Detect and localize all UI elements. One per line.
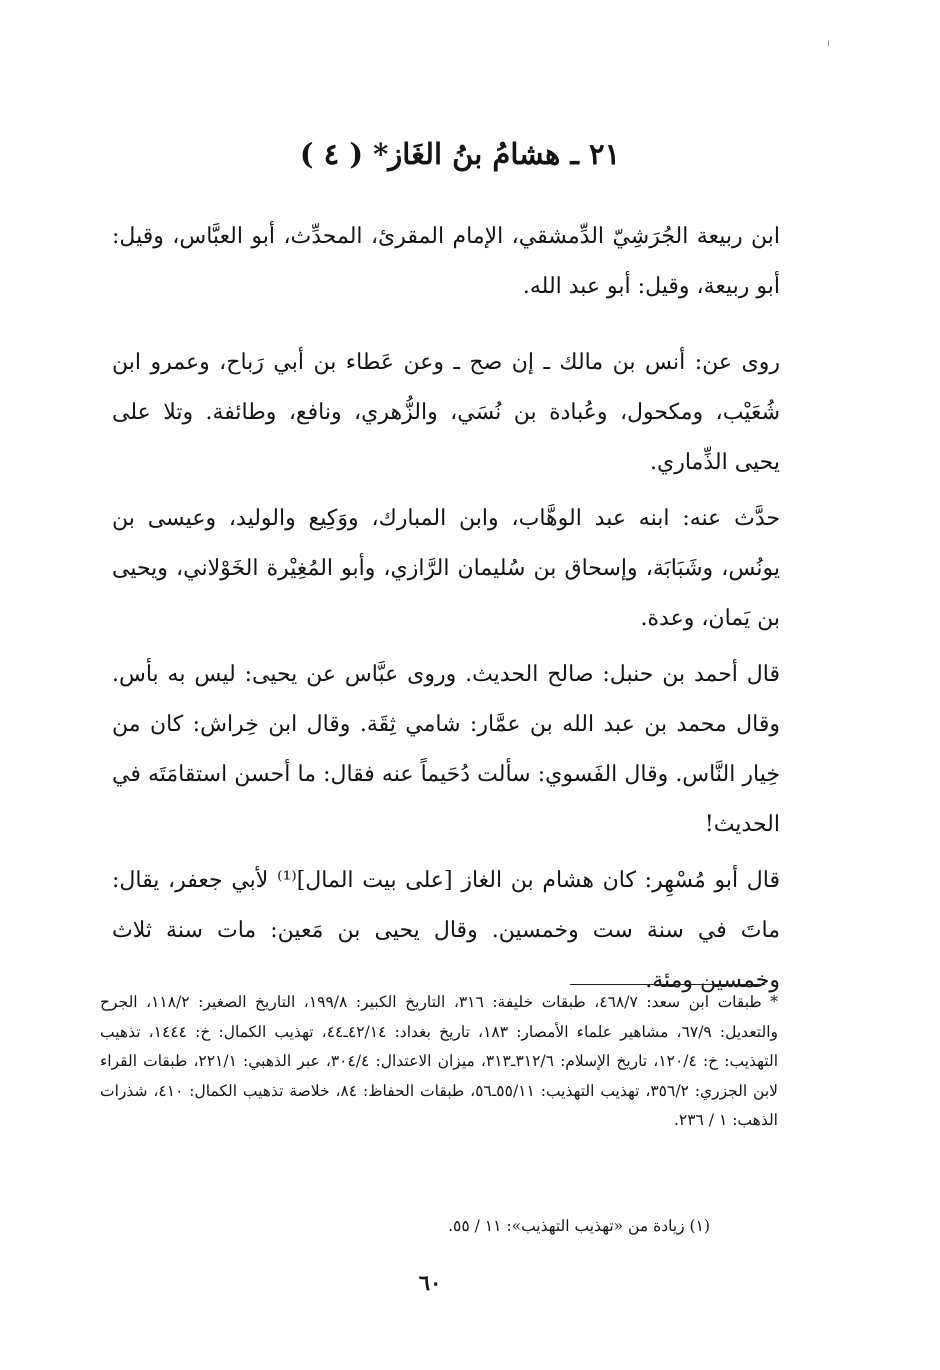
entry-title: ٢١ ـ هشامُ بنُ الغَاز* ( ٤ ) [299, 137, 621, 172]
death-paragraph: قال أبو مُسْهِر: كان هشام بن الغاز [على بيت المال]⁽¹⁾ لأبي جعفر، يقال: ماتَ في سنة ست وخمسين. وقال يحيى بن مَعين: مات سنة ثلاث وخمسين ومئة. [112, 868, 781, 993]
footnote-divider [570, 984, 765, 985]
footnote-1: (١) زيادة من «تهذيب التهذيب»: ١١ / ٥٥. [448, 1217, 710, 1235]
scholars-opinions-paragraph: قال أحمد بن حنبل: صالح الحديث. وروى عبَّاس عن يحيى: ليس به بأس. وقال محمد بن عبد الله بن عمَّار: شامي ثِقَة. وقال ابن خِراش: كان من خِيار النَّاس. وقال الفَسوي: سألت دُحَيماً عنه فقال: ما أحسن استقامَتَه في الحديث! [112, 662, 780, 837]
page-number: ٦٠ [418, 1270, 442, 1295]
narrated-by-paragraph: حدَّث عنه: ابنه عبد الوهَّاب، وابن المبارك، ووَكِيع والوليد، وعيسى بن يونُس، وشَبَابَة، وإسحاق بن سُليمان الرَّازي، وأبو المُغِيْرة الخَوْلاني، ويحيى بن يَمان، وعدة. [112, 506, 780, 631]
entry-body [112, 212, 780, 1006]
lineage-paragraph: ابن ربيعة الجُرَشِيّ الدِّمشقي، الإمام المقرئ، المحدِّث، أبو العبَّاس، وقيل: أبو ربيعة، وقيل: أبو عبد الله. [112, 224, 780, 299]
scan-mark [828, 40, 829, 46]
narrated-from-paragraph: روى عن: أنس بن مالك ـ إن صح ـ وعن عَطاء بن أبي رَباح، وعمرو ابن شُعَيْب، ومكحول، وعُبادة بن نُسَي، والزُّهري، ونافع، وطائفة. وتلا على يحيى الذِّماري. [112, 350, 780, 475]
sources-footnote: * طبقات ابن سعد: ٤٦٨/٧، طبقات خليفة: ٣١٦، التاريخ الكبير: ١٩٩/٨، التاريخ الصغير: ١١٨/٢، الجرح والتعديل: ٦٧/٩، مشاهير علماء الأمصار: ١٨٣، تاريخ بغداد: ٤٢/١٤ـ٤٤، تهذيب الكمال: خ: ١٤٤٤، تذهيب التهذيب: خ: ١٢٠/٤، تاريخ الإسلام: ٣١٢/٦ـ٣١٣، ميزان الاعتدال: ٣٠٤/٤، عبر الذهبي: ٢٢١/١، طبقات القراء لابن الجزري: ٣٥٦/٢، تهذيب التهذيب: ٥٥/١١ـ٥٦، طبقات الحفاظ: ٨٤، خلاصة تذهيب الكمال: ٤١٠، شذرات الذهب: ١ / ٢٣٦. [100, 993, 779, 1129]
